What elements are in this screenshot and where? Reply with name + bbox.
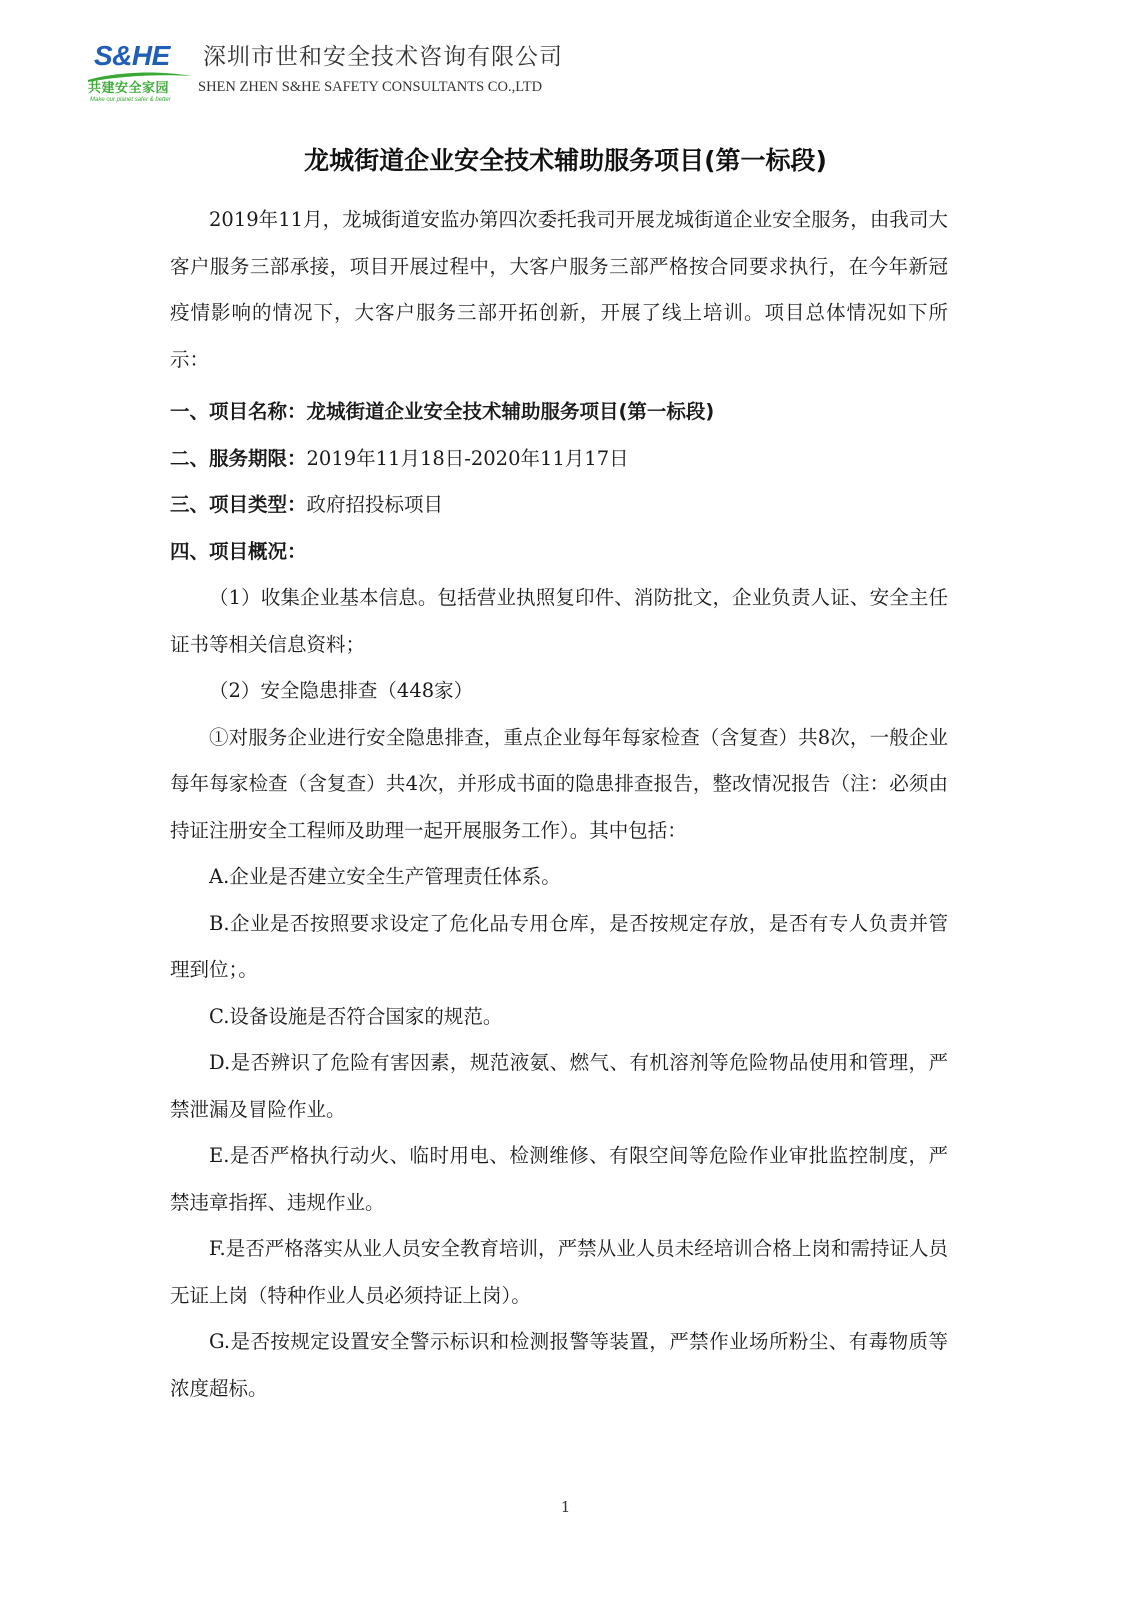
project-name-value: 龙城街道企业安全技术辅助服务项目(第一标段) bbox=[306, 400, 715, 423]
company-name-en: SHEN ZHEN S&HE SAFETY CONSULTANTS CO.,LTD bbox=[198, 79, 543, 95]
project-overview-label: 四、项目概况： bbox=[170, 539, 307, 563]
overview-item-2: （2）安全隐患排查（448家） bbox=[209, 679, 474, 702]
project-name-line bbox=[170, 389, 948, 436]
logo-slogan-en: Make our planet safer & better bbox=[90, 97, 171, 103]
project-name-label: 一、项目名称： bbox=[170, 400, 307, 423]
service-period-line bbox=[170, 436, 948, 483]
document-title: 龙城街道企业安全技术辅助服务项目(第一标段) bbox=[304, 146, 827, 175]
check-item-a: A.企业是否建立安全生产管理责任体系。 bbox=[209, 865, 561, 888]
overview-item-2-detail: ①对服务企业进行安全隐患排查，重点企业每年每家检查（含复查）共8次，一般企业每年每家检查（含复查）共4次，并形成书面的隐患排查报告，整改情况报告（注：必须由持证注册安全工程师及助理一起开展服务工作）。其中包括： bbox=[170, 725, 948, 842]
project-type-label: 三、项目类型： bbox=[170, 493, 307, 516]
check-item-b: B.企业是否按照要求设定了危化品专用仓库，是否按规定存放，是否有专人负责并管理到位；。 bbox=[170, 911, 948, 981]
check-item-g: G.是否按规定设置安全警示标识和检测报警等装置，严禁作业场所粉尘、有毒物质等浓度超标。 bbox=[170, 1330, 948, 1400]
check-item-e: E.是否严格执行动火、临时用电、检测维修、有限空间等危险作业审批监控制度，严禁违章指挥、违规作业。 bbox=[170, 1144, 948, 1214]
check-item-c: C.设备设施是否符合国家的规范。 bbox=[209, 1004, 503, 1028]
project-type-line bbox=[170, 482, 948, 529]
overview-item-1: （1）收集企业基本信息。包括营业执照复印件、消防批文，企业负责人证、安全主任证书等相关信息资料； bbox=[170, 586, 948, 656]
project-type-value: 政府招投标项目 bbox=[306, 493, 444, 516]
company-name-cn: 深圳市世和安全技术咨询有限公司 bbox=[203, 44, 563, 70]
service-period-label: 二、服务期限： bbox=[170, 446, 307, 470]
logo-text: S&HE bbox=[94, 40, 170, 71]
page-number: 1 bbox=[560, 1498, 571, 1516]
check-item-d: D.是否辨识了危险有害因素，规范液氨、燃气、有机溶剂等危险物品使用和管理，严禁泄漏及冒险作业。 bbox=[170, 1051, 948, 1121]
company-logo bbox=[86, 40, 196, 106]
letterhead bbox=[86, 40, 1046, 110]
service-period-value: 2019年11月18日-2020年11月17日 bbox=[306, 446, 629, 470]
logo-slogan-cn: 共建安全家园 bbox=[88, 81, 170, 96]
document-body bbox=[170, 197, 948, 1412]
intro-paragraph: 2019年11月，龙城街道安监办第四次委托我司开展龙城街道企业安全服务，由我司大客户服务三部承接，项目开展过程中，大客户服务三部严格按合同要求执行，在今年新冠疫情影响的情况下，大客户服务三部开拓创新，开展了线上培训。项目总体情况如下所示： bbox=[170, 208, 948, 371]
project-overview-line bbox=[170, 529, 948, 576]
check-item-f: F.是否严格落实从业人员安全教育培训，严禁从业人员未经培训合格上岗和需持证人员无证上岗（特种作业人员必须持证上岗）。 bbox=[170, 1237, 948, 1307]
